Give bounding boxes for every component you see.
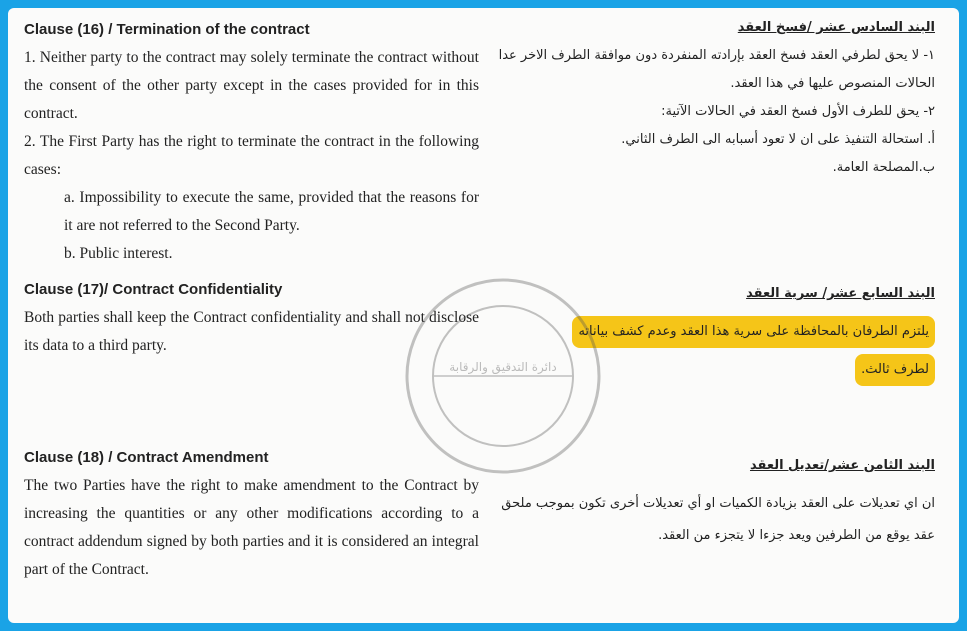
clause-18-ar [495, 452, 935, 552]
clause-18-en [24, 444, 479, 584]
clause-16-p1-en: 1. Neither party to the contract may solely terminate the contract without the consent of the other party except in the cases provided for in this contract. [24, 49, 479, 122]
clause-18-body-ar: ان اي تعديلات على العقد بزيادة الكميات او أي تعديلات أخرى تكون بموجب ملحق عقد يوقع من الطرفين ويعد جزءا لا يتجزء من العقد. [501, 496, 935, 543]
clause-16-p2-en: 2. The First Party has the right to terminate the contract in the following cases: [24, 133, 479, 178]
clause-17-body-en: Both parties shall keep the Contract confidentiality and shall not disclose its data to a third party. [24, 309, 479, 354]
clause-18-title-ar: البند الثامن عشر/تعديل العقد [749, 458, 935, 473]
clause-17-line2-ar: لطرف ثالث. [855, 354, 935, 386]
clause-17-title-ar: البند السابع عشر/ سرية العقد [746, 286, 935, 301]
clause-17-ar [495, 280, 935, 386]
clause-16-b-en: b. Public interest. [64, 245, 173, 262]
clause-17-line1-ar: يلتزم الطرفان بالمحافظة على سرية هذا العقد وعدم كشف بياناته [572, 316, 935, 348]
document-page [8, 8, 959, 623]
clause-16-p2-ar: ٢- يحق للطرف الأول فسخ العقد في الحالات الآتية: [661, 104, 935, 119]
clause-16-p1-ar: ١- لا يحق لطرفي العقد فسخ العقد بإرادته المنفردة دون موافقة الطرف الاخر عدا الحالات المنصوص عليها في هذا العقد. [498, 48, 935, 91]
clause-16-a-ar: أ. استحالة التنفيذ على ان لا تعود أسبابه الى الطرف الثاني. [621, 132, 935, 147]
clause-16-b-ar: ب.المصلحة العامة. [832, 160, 935, 175]
stamp-text: دائرة التدقيق والرقابة [449, 360, 557, 374]
clause-16-ar [495, 14, 935, 182]
clause-18-title-en: Clause (18) / Contract Amendment [24, 449, 269, 466]
clause-17-title-en: Clause (17)/ Contract Confidentiality [24, 281, 283, 298]
clause-16-title-ar: البند السادس عشر /فسخ العقد [737, 20, 935, 35]
clause-18-body-en: The two Parties have the right to make amendment to the Contract by increasing the quantities or any other modifications according to a contract addendum signed by both parties and it is considered an integral part of the Contract. [24, 477, 479, 578]
clause-16-a-en: a. Impossibility to execute the same, provided that the reasons for it are not referred to the Second Party. [64, 189, 479, 234]
clause-16-title-en: Clause (16) / Termination of the contract [24, 21, 310, 38]
clause-17-en [24, 276, 479, 360]
clause-16-en [24, 16, 479, 268]
